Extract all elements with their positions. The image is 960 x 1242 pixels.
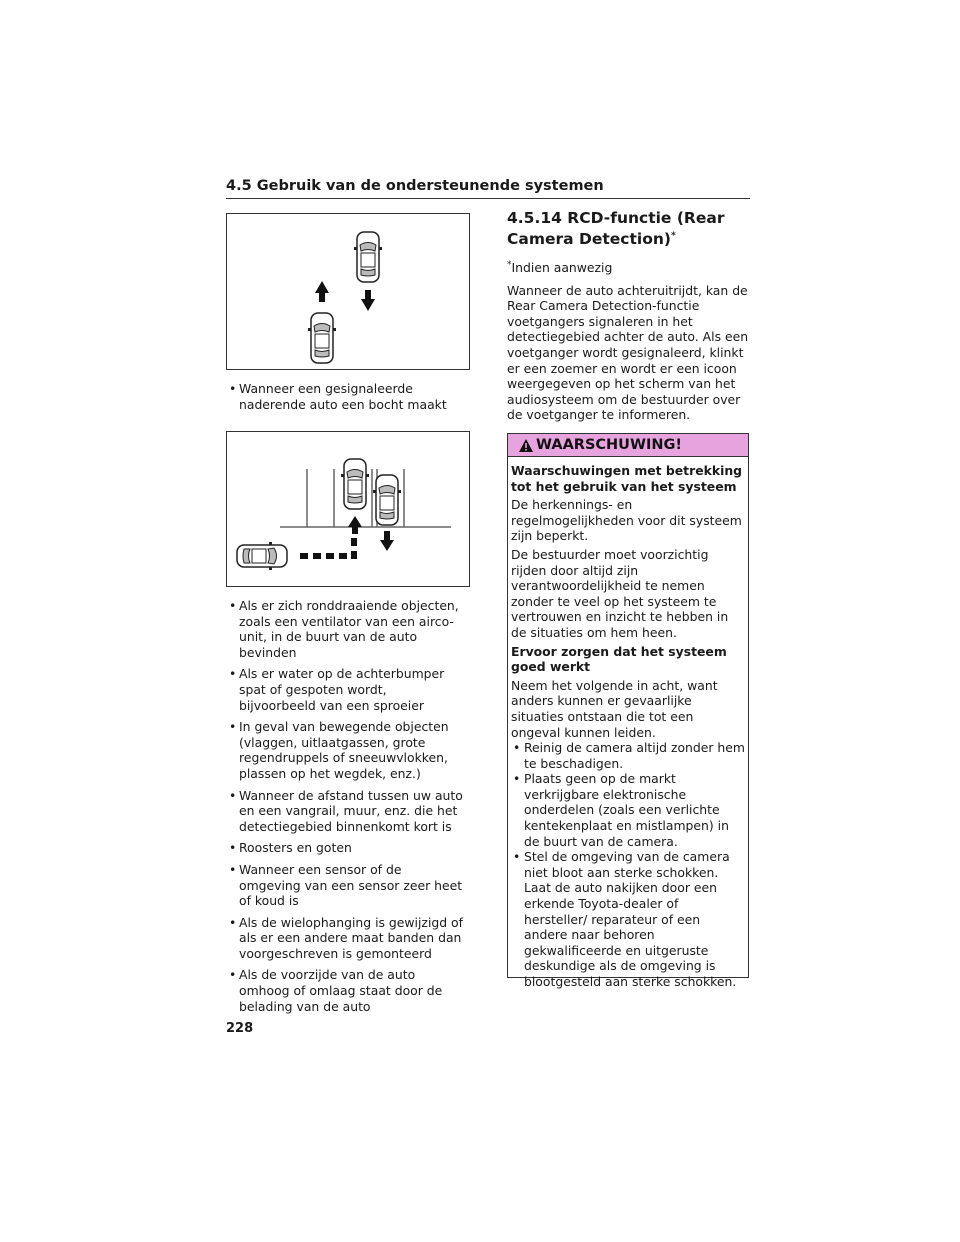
availability-note bbox=[507, 260, 750, 276]
section-content bbox=[507, 208, 750, 423]
arrow-down-icon bbox=[380, 531, 394, 551]
warning-triangle-icon bbox=[518, 438, 534, 453]
figure-approaching-cars bbox=[226, 213, 470, 370]
section-title bbox=[507, 208, 750, 250]
warning-body bbox=[508, 457, 748, 990]
bullet-list-2 bbox=[226, 598, 464, 1020]
figure-parking-crossing bbox=[226, 431, 470, 587]
list-item: • Als de voorzijde van de auto omhoog of omlaag staat door de belading van de auto bbox=[226, 967, 464, 1014]
car-icon bbox=[308, 313, 336, 363]
warning-label: WAARSCHUWING! bbox=[536, 437, 682, 453]
diagram-parking-crossing bbox=[227, 432, 469, 586]
warning-box bbox=[507, 433, 749, 989]
section-title-text: 4.5.14 RCD-functie (Rear Camera Detection) bbox=[507, 209, 725, 248]
warning-subheading: Waarschuwingen met betrekking tot het gebruik van het systeem bbox=[511, 463, 743, 494]
arrow-up-icon bbox=[348, 516, 362, 534]
list-item: • In geval van bewegende objecten (vlaggen, uitlaatgassen, grote regendruppels of sneeuwvlokken, plassen op het wegdek, enz.) bbox=[226, 719, 464, 781]
list-item: • Wanneer de afstand tussen uw auto en een vangrail, muur, enz. die het detectiegebied binnenkomt kort is bbox=[226, 788, 464, 835]
diagram-approaching-cars bbox=[227, 214, 469, 369]
list-item: • Roosters en goten bbox=[226, 840, 464, 856]
warning-paragraph: Neem het volgende in acht, want anders kunnen er gevaarlijke situaties ontstaan die tot een ongeval kunnen leiden. bbox=[511, 677, 718, 740]
warning-paragraph: De bestuurder moet voorzichtig rijden door altijd zijn verantwoordelijkheid te nemen zonder te veel op het systeem te vertrouwen en inzicht te hebben in de situaties om hem heen. bbox=[511, 546, 729, 640]
section-header: 4.5 Gebruik van de ondersteunende systemen bbox=[226, 178, 750, 199]
list-item: • Plaats geen op de markt verkrijgbare elektronische onderdelen (zoals een verlichte kentekenplaat en mistlampen) in de buurt van de camera. bbox=[511, 771, 745, 849]
car-icon bbox=[237, 542, 287, 570]
warning-list bbox=[511, 740, 745, 990]
page-number: 228 bbox=[226, 1021, 254, 1036]
footnote-mark: * bbox=[670, 230, 676, 241]
list-item: • Wanneer een sensor of de omgeving van een sensor zeer heet of koud is bbox=[226, 862, 464, 909]
car-icon bbox=[354, 232, 382, 282]
bullet-list-1 bbox=[226, 381, 464, 418]
car-icon bbox=[341, 459, 369, 509]
list-item: • Stel de omgeving van de camera niet bloot aan sterke schokken. Laat de auto nakijken door een erkende Toyota-dealer of hersteller/ reparateur of een andere naar behoren gekwalificeerde en uitgeruste deskundige als de omgeving is blootgesteld aan sterke schokken. bbox=[511, 849, 745, 989]
intro-paragraph: Wanneer de auto achteruitrijdt, kan de Rear Camera Detection-functie voetgangers signaleren in het detectiegebied achter de auto. Als een voetganger wordt gesignaleerd, klinkt er een zoemer en wordt er een icoon weergegeven op het scherm van het audiosysteem om de bestuurder over de voetganger te informeren. bbox=[507, 282, 749, 423]
dashed-path bbox=[300, 538, 357, 559]
list-item: • Als de wielophanging is gewijzigd of als er een andere maat banden dan voorgeschreven is gemonteerd bbox=[226, 915, 464, 962]
list-item: • Als er zich ronddraaiende objecten, zoals een ventilator van een airco-unit, in de buurt van de auto bevinden bbox=[226, 598, 464, 660]
arrow-down-icon bbox=[361, 290, 375, 311]
list-item: • Wanneer een gesignaleerde naderende auto een bocht maakt bbox=[226, 381, 464, 412]
footnote-mark: * bbox=[507, 259, 512, 270]
list-item: • Reinig de camera altijd zonder hem te beschadigen. bbox=[511, 740, 745, 771]
warning-paragraph: De herkennings- en regelmogelijkheden voor dit systeem zijn beperkt. bbox=[511, 497, 742, 544]
list-item: • Als er water op de achterbumper spat of gespoten wordt, bijvoorbeeld van een sproeier bbox=[226, 666, 464, 713]
availability-text: Indien aanwezig bbox=[511, 260, 613, 275]
warning-subheading: Ervoor zorgen dat het systeem goed werkt bbox=[511, 643, 727, 675]
arrow-up-icon bbox=[315, 281, 329, 302]
warning-header bbox=[508, 434, 748, 457]
car-icon bbox=[373, 475, 401, 525]
